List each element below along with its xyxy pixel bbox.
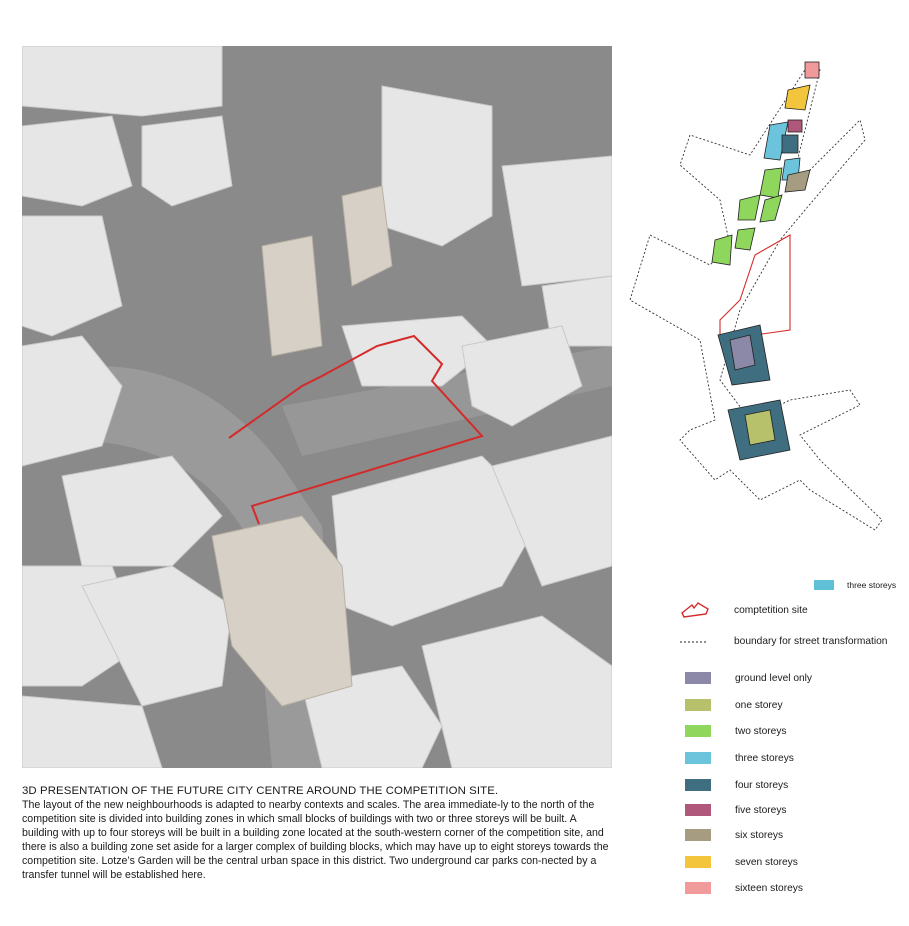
legend-swatch-one-storey <box>685 699 711 711</box>
legend-label-seven-storeys: seven storeys <box>735 856 798 868</box>
legend-label-one-storey: one storey <box>735 699 783 711</box>
block-tall-north <box>382 86 492 246</box>
zone-four-a <box>782 135 798 153</box>
proposed-block-north <box>262 236 322 356</box>
legend-label-three-storeys-top: three storeys <box>847 580 897 590</box>
legend-row-seven-storeys <box>685 854 798 870</box>
zone-seven <box>785 85 810 110</box>
zone-two-e <box>712 235 732 265</box>
legend-label-five-storeys: five storeys <box>735 804 787 816</box>
block-sw <box>22 696 162 768</box>
block-w1 <box>22 116 132 206</box>
site-plan-svg <box>620 40 905 560</box>
legend-row-sixteen-storeys <box>685 880 803 896</box>
zone-blocks <box>712 62 819 460</box>
zone-two-d <box>735 228 755 250</box>
legend-swatch-three-storeys-top <box>814 580 834 590</box>
legend-row-six-storeys <box>685 827 783 843</box>
block-nw <box>22 46 222 116</box>
zone-one <box>745 410 775 445</box>
legend-label-boundary: boundary for street transformation <box>734 636 888 647</box>
zone-two-b <box>738 195 760 220</box>
caption-title: 3D PRESENTATION OF THE FUTURE CITY CENTRE AROUND THE COMPETITION SITE. <box>22 785 499 797</box>
legend-label-four-storeys: four storeys <box>735 779 789 791</box>
legend-row-ground-level <box>685 670 812 686</box>
legend-row-five-storeys <box>685 802 787 818</box>
render-svg <box>22 46 612 768</box>
legend-swatch-five-storeys <box>685 804 711 816</box>
legend-competition-site <box>680 600 808 620</box>
legend-label-competition-site: comptetition site <box>734 604 808 616</box>
legend-row-two-storeys <box>685 723 787 739</box>
legend-label-two-storeys: two storeys <box>735 725 787 737</box>
legend-swatch-two-storeys <box>685 725 711 737</box>
site-plan-diagram <box>620 40 905 560</box>
city-3d-render <box>22 46 612 768</box>
legend-swatch-seven-storeys <box>685 856 711 868</box>
legend-swatch-six-storeys <box>685 829 711 841</box>
legend-label-six-storeys: six storeys <box>735 829 784 841</box>
legend-boundary <box>680 636 887 647</box>
legend-swatch-four-storeys <box>685 779 711 791</box>
legend-swatch-three-storeys <box>685 752 711 764</box>
zone-five-a <box>788 120 802 132</box>
legend-label-sixteen-storeys: sixteen storeys <box>735 882 803 894</box>
zone-ground <box>730 335 755 370</box>
caption <box>22 784 612 883</box>
legend-row-three-storeys <box>685 750 794 766</box>
zone-two-c <box>760 195 782 222</box>
legend-row-four-storeys <box>685 777 788 793</box>
competition-site-icon <box>680 600 710 620</box>
dashed-line-icon <box>680 639 706 645</box>
zone-two-a <box>760 168 782 198</box>
zone-sixteen <box>805 62 819 78</box>
legend-swatch-sixteen-storeys <box>685 882 711 894</box>
legend-swatch-ground-level <box>685 672 711 684</box>
legend-label-ground-level: ground level only <box>735 672 813 684</box>
legend-three-storeys-top <box>814 580 896 590</box>
block-ne <box>502 156 612 286</box>
legend-label-three-storeys: three storeys <box>735 752 794 764</box>
legend-row-one-storey <box>685 697 783 713</box>
caption-body: The layout of the new neighbourhoods is adapted to nearby contexts and scales. The area immediate-ly to the north of the competition site is divided into building zones in which small blocks of buildings with two or three storeys will be built. A building with up to four storeys will be built in a building zone located at the south-western corner of the competition site, and there is also a building zone set aside for a larger complex of building blocks, which may have up to eight storeys towards the competition site. Lotze’s Garden will be the central urban space in this district. Two underground car parks con-nected by a transfer tunnel will be established here. <box>22 799 609 882</box>
street-boundary <box>630 62 882 530</box>
